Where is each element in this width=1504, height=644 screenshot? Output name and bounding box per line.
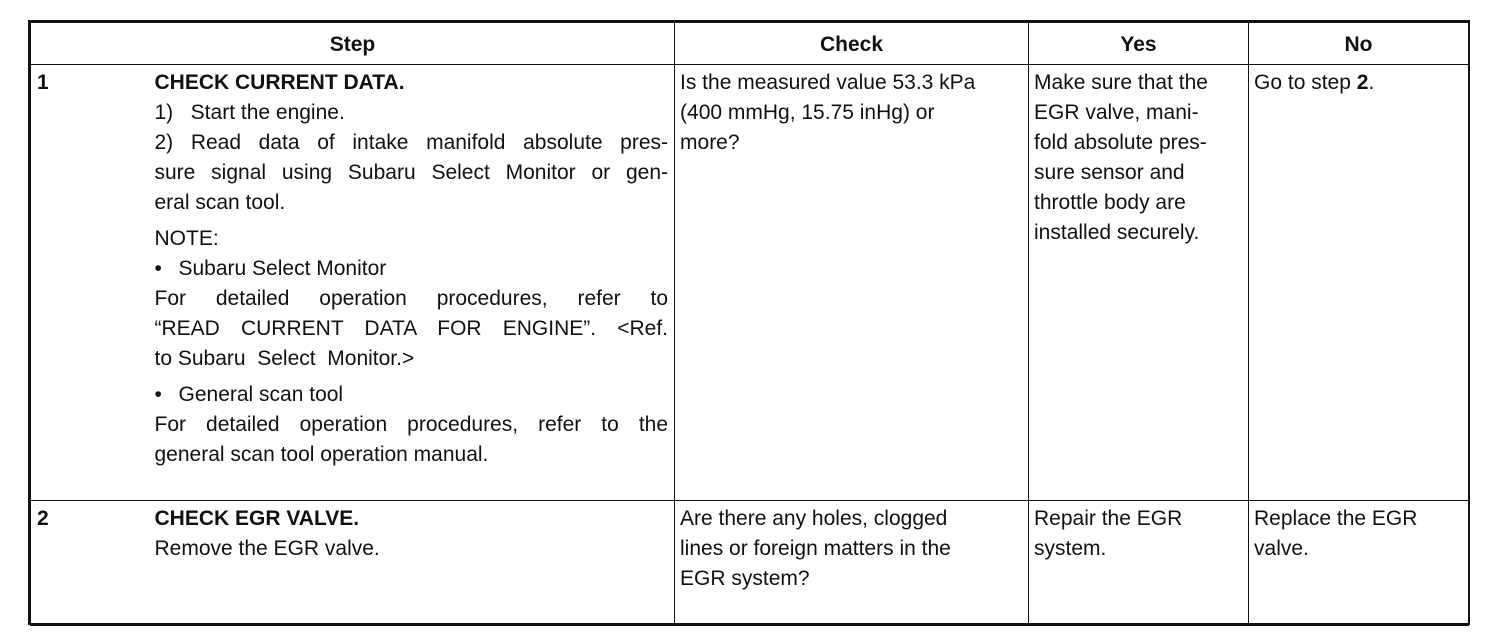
diagnostic-procedure-table: [30, 22, 1469, 626]
no-suffix: .: [1368, 71, 1375, 94]
diagnostic-table-container: [28, 20, 1470, 625]
step-title: CHECK EGR VALVE.: [154, 507, 360, 530]
check-line: (400 mmHg, 15.75 inHg) or: [680, 101, 935, 124]
note-text-line: general scan tool operation manual.: [154, 443, 489, 466]
table-header-row: [31, 23, 1469, 65]
yes-line: EGR valve, mani-: [1034, 101, 1199, 124]
step-title: CHECK CURRENT DATA.: [154, 71, 405, 94]
yes-line: sure sensor and: [1034, 161, 1185, 184]
no-line: Replace the EGR: [1254, 507, 1418, 530]
note-text-line: “READ CURRENT DATA FOR ENGINE”. <Ref.: [154, 317, 669, 340]
header-yes: Yes: [1029, 23, 1249, 65]
yes-cell: [1029, 65, 1249, 501]
no-cell: [1249, 501, 1469, 626]
check-line: lines or foreign matters in the: [680, 537, 951, 560]
check-line: Is the measured value 53.3 kPa: [680, 71, 976, 94]
yes-line: throttle body are: [1034, 191, 1186, 214]
step-line: 2) Read data of intake manifold absolute pres-: [154, 131, 669, 154]
yes-cell: [1029, 501, 1249, 626]
note-bullet-item: [155, 254, 669, 284]
step-line: Remove the EGR valve.: [154, 537, 380, 560]
yes-line: fold absolute pres-: [1034, 131, 1207, 154]
check-line: EGR system?: [680, 567, 810, 590]
no-line: valve.: [1254, 537, 1309, 560]
check-cell: [675, 65, 1029, 501]
bullet-icon: •: [154, 257, 162, 280]
table-row: [31, 501, 1469, 626]
yes-line: installed securely.: [1034, 221, 1200, 244]
check-cell: [675, 501, 1029, 626]
check-line: Are there any holes, clogged: [680, 507, 948, 530]
step-line: eral scan tool.: [154, 191, 286, 214]
header-check: Check: [675, 23, 1029, 65]
note-bullet-text: General scan tool: [178, 383, 344, 406]
header-step: Step: [31, 23, 675, 65]
note-text-line: For detailed operation procedures, refer to the: [154, 413, 669, 436]
step-line: 1) Start the engine.: [154, 101, 345, 124]
header-no: No: [1249, 23, 1469, 65]
note-bullet-text: Subaru Select Monitor: [178, 257, 387, 280]
yes-line: Repair the EGR: [1034, 507, 1183, 530]
bullet-icon: •: [154, 383, 162, 406]
yes-line: system.: [1034, 537, 1107, 560]
note-bullet-item: [155, 380, 669, 410]
note-text-line: to Subaru Select Monitor.>: [154, 347, 415, 370]
step-cell: [149, 501, 675, 626]
note-label: NOTE:: [154, 227, 219, 250]
yes-line: Make sure that the: [1034, 71, 1208, 94]
note-text-line: For detailed operation procedures, refer to: [154, 287, 669, 310]
step-number: 2: [31, 501, 149, 626]
no-line: [1254, 68, 1463, 98]
table-row: [31, 65, 1469, 501]
step-cell: [149, 65, 675, 501]
no-cell: [1249, 65, 1469, 501]
check-line: more?: [680, 131, 740, 154]
go-to-step-number: 2: [1356, 71, 1369, 94]
step-line: sure signal using Subaru Select Monitor or gen-: [154, 161, 669, 184]
no-prefix: Go to step: [1254, 71, 1357, 94]
step-number: 1: [31, 65, 149, 501]
